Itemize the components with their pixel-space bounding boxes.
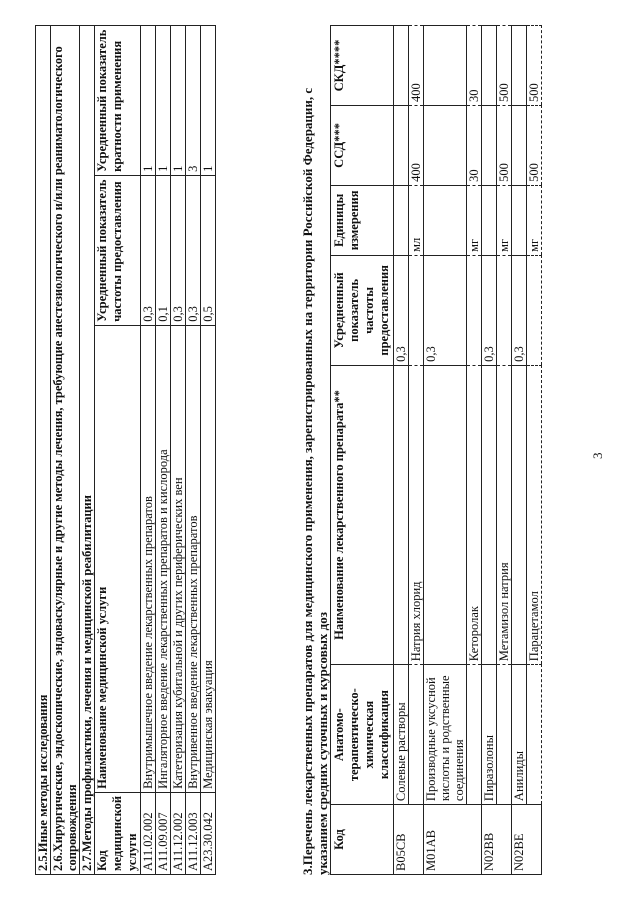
drug-skd: 400 bbox=[409, 26, 424, 106]
service-multiplicity: 1 bbox=[156, 26, 171, 176]
service-frequency: 0,5 bbox=[201, 175, 216, 325]
drug-frequency: 0,3 bbox=[512, 255, 527, 365]
service-name: Ингаляторное введение лекарственных препаратов и кислорода bbox=[156, 325, 171, 792]
drug-frequency: 0,3 bbox=[482, 255, 497, 365]
atc-class: Солевые растворы bbox=[394, 665, 409, 805]
drug-unit: мг bbox=[497, 185, 512, 255]
service-name: Внутримышечное введение лекарственных препаратов bbox=[141, 325, 156, 792]
service-code: A23.30.042 bbox=[201, 792, 216, 874]
drug-ssd: 500 bbox=[497, 105, 512, 185]
drug-skd: 500 bbox=[527, 26, 542, 106]
service-code: A11.12.002 bbox=[171, 792, 186, 874]
service-multiplicity: 3 bbox=[186, 26, 201, 176]
header-atc: Анатомо-терапевтическо-химическая классификация bbox=[331, 665, 394, 805]
header-frequency: Усредненный показатель частоты предоставления bbox=[95, 175, 141, 325]
service-frequency: 0,3 bbox=[186, 175, 201, 325]
atc-class: Производные уксусной кислоты и родственные соединения bbox=[424, 665, 467, 805]
service-code: A11.02.002 bbox=[141, 792, 156, 874]
drug-unit: мг bbox=[527, 185, 542, 255]
header-multiplicity: Усредненный показатель кратности применения bbox=[95, 26, 141, 176]
drug-unit: мл bbox=[409, 185, 424, 255]
service-frequency: 0,3 bbox=[141, 175, 156, 325]
drugs-table bbox=[330, 25, 542, 875]
atc-code: B05CB bbox=[394, 805, 424, 875]
header-code: Код bbox=[331, 805, 394, 875]
header-ssd: ССД*** bbox=[331, 105, 394, 185]
atc-row bbox=[512, 26, 527, 875]
atc-class: Пиразолоны bbox=[482, 665, 497, 805]
header-drug-name: Наименование лекарственного препарата** bbox=[331, 365, 394, 664]
service-multiplicity: 1 bbox=[171, 26, 186, 176]
atc-code: N02BE bbox=[512, 805, 542, 875]
service-frequency: 0,1 bbox=[156, 175, 171, 325]
header-code: Код медицинской услуги bbox=[95, 792, 141, 874]
section-2-5: 2.5.Иные методы исследования bbox=[36, 26, 51, 875]
table-row bbox=[141, 26, 156, 875]
drugs-section-title: 3.Перечень лекарственных препаратов для медицинского применения, зарегистрированных на территории Российской Федерации, с указанием средних суточных и курсовых доз bbox=[300, 87, 330, 875]
drug-name: Кеторолак bbox=[467, 365, 482, 664]
service-frequency: 0,3 bbox=[171, 175, 186, 325]
drug-row bbox=[409, 26, 424, 875]
drug-skd: 30 bbox=[467, 26, 482, 106]
atc-code: M01AB bbox=[424, 805, 482, 875]
drug-row bbox=[467, 26, 482, 875]
atc-row bbox=[394, 26, 409, 875]
service-name: Внутривенное введение лекарственных препаратов bbox=[186, 325, 201, 792]
section-2-7: 2.7.Методы профилактики, лечения и медицинской реабилитации bbox=[80, 26, 95, 875]
service-multiplicity: 1 bbox=[201, 26, 216, 176]
atc-class: Анилиды bbox=[512, 665, 527, 805]
drug-row bbox=[527, 26, 542, 875]
drug-name: Натрия хлорид bbox=[409, 365, 424, 664]
services-table bbox=[35, 25, 216, 875]
table-row bbox=[201, 26, 216, 875]
atc-row bbox=[424, 26, 467, 875]
drug-frequency: 0,3 bbox=[424, 255, 467, 365]
atc-row bbox=[482, 26, 497, 875]
table-row bbox=[186, 26, 201, 875]
drug-ssd: 30 bbox=[467, 105, 482, 185]
service-multiplicity: 1 bbox=[141, 26, 156, 176]
drug-skd: 500 bbox=[497, 26, 512, 106]
drug-name: Парацетамол bbox=[527, 365, 542, 664]
drug-unit: мг bbox=[467, 185, 482, 255]
service-name: Медицинская эвакуация bbox=[201, 325, 216, 792]
section-2-6: 2.6.Хирургические, эндоскопические, эндоваскулярные и другие методы лечения, требующие анестезиологического и/или реаниматологического сопровождения bbox=[51, 26, 80, 875]
service-code: A11.09.007 bbox=[156, 792, 171, 874]
header-name: Наименование медицинской услуги bbox=[95, 325, 141, 792]
drug-ssd: 500 bbox=[527, 105, 542, 185]
drug-ssd: 400 bbox=[409, 105, 424, 185]
service-code: A11.12.003 bbox=[186, 792, 201, 874]
drug-frequency: 0,3 bbox=[394, 255, 409, 365]
drug-name: Метамизол натрия bbox=[497, 365, 512, 664]
service-name: Катетеризация кубитальной и других периферических вен bbox=[171, 325, 186, 792]
header-skd: СКД**** bbox=[331, 26, 394, 106]
table-row bbox=[171, 26, 186, 875]
header-frequency: Усредненный показатель частоты предоставления bbox=[331, 255, 394, 365]
page-number: 3 bbox=[590, 452, 605, 459]
header-units: Единицы измерения bbox=[331, 185, 394, 255]
atc-code: N02BB bbox=[482, 805, 512, 875]
table-row bbox=[156, 26, 171, 875]
drug-row bbox=[497, 26, 512, 875]
